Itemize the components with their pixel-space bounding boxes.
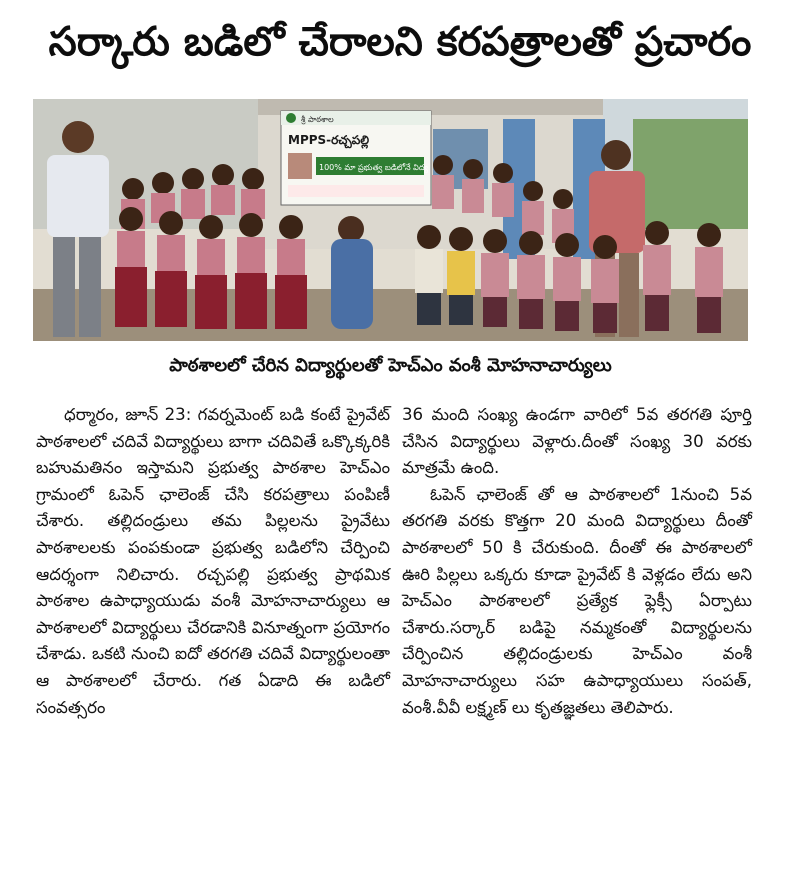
headline: సర్కారు బడిలో చేరాలని కరపత్రాలతో ప్రచారం <box>48 19 752 65</box>
paragraph: ధర్మారం, జూన్ 23: గవర్నమెంట్ బడి కంటే ప్రైవేట్ పాఠశాలలో చదివే విద్యార్థులు బాగా చదివితే ఒక్కొక్కరికి బహుమతినం ఇస్తామని ప్రభుత్వ పాఠశాల హెచ్‌ఎం గ్రామంలో ఓపెన్ ఛాలెంజ్ చేసి కరపత్రాలు పంపిణీ చేశారు. తల్లిదండ్రులు తమ పిల్లలను ప్రైవేటు పాఠశాలలకు పంపకుండా ప్రభుత్వ బడిలోని చేర్పించి ఆదర్శంగా నిలిచారు. రచ్చపల్లి ప్రభుత్వ ప్రాథమిక పాఠశాల ఉపాధ్యాయుడు వంశీ మోహనాచార్యులు ఆ పాఠశాలలో విద్యార్థులు చేరడానికి వినూత్నంగా ప్రయోగం చేశాడు. ఒకటి నుంచి ఐదో తరగతి చదివే విద్యార్థులంతా ఆ పాఠశాలలో చేరారు. గత ఏడాది ఈ బడిలో సంవత్సరం <box>36 405 390 717</box>
banner-top-text: శ్రీ పాఠశాల <box>301 115 334 124</box>
banner-title-text: MPPS-రచ్చపల్లి <box>288 133 370 147</box>
article-body <box>36 402 752 872</box>
banner-slogan-text: 100% మా ప్రభుత్వ బడిలోనే విద్య <box>319 163 429 172</box>
group-photo-illustration <box>33 99 748 341</box>
paragraph: ఓపెన్ ఛాలెంజ్ తో ఆ పాఠశాలలో 1నుంచి 5వ తరగతి వరకు కొత్తగా 20 మంది విద్యార్థులు దీంతో పాఠశాలలో 50 కి చేరుకుంది. దీంతో ఈ పాఠశాలలో ఊరి పిల్లలు ఒక్కరు కూడా ప్రైవేట్ కి వెళ్లడం లేదు అని హెచ్‌ఎం పాఠశాలలో ప్రత్యేక ఫ్లెక్సీ ఏర్పాటు చేశారు.సర్కార్ బడిపై నమ్మకంతో విద్యార్థులను చేర్పించిన తల్లిదండ్రులకు హెచ్‌ఎం వంశీ మోహనాచార్యులు సహ ఉపాధ్యాయులు సంపత్, వంశీ.వీవీ లక్ష్మణ్ లు కృతజ్ఞతలు తెలిపారు. <box>402 484 752 717</box>
news-photo <box>33 99 748 341</box>
photo-caption: పాఠశాలలో చేరిన విద్యార్థులతో హెచ్‌ఎం వంశీ మోహనాచార్యులు <box>33 345 748 389</box>
paragraph: 36 మంది సంఖ్య ఉండగా వారిలో 5వ తరగతి పూర్తి చేసిన విద్యార్థులు వెళ్లారు.దీంతో సంఖ్య 30 వరకు మాత్రమే ఉంది. <box>402 405 752 478</box>
trees <box>633 119 748 229</box>
article-column-right <box>402 402 752 872</box>
school-banner <box>281 111 431 205</box>
article-column-left <box>36 402 390 872</box>
